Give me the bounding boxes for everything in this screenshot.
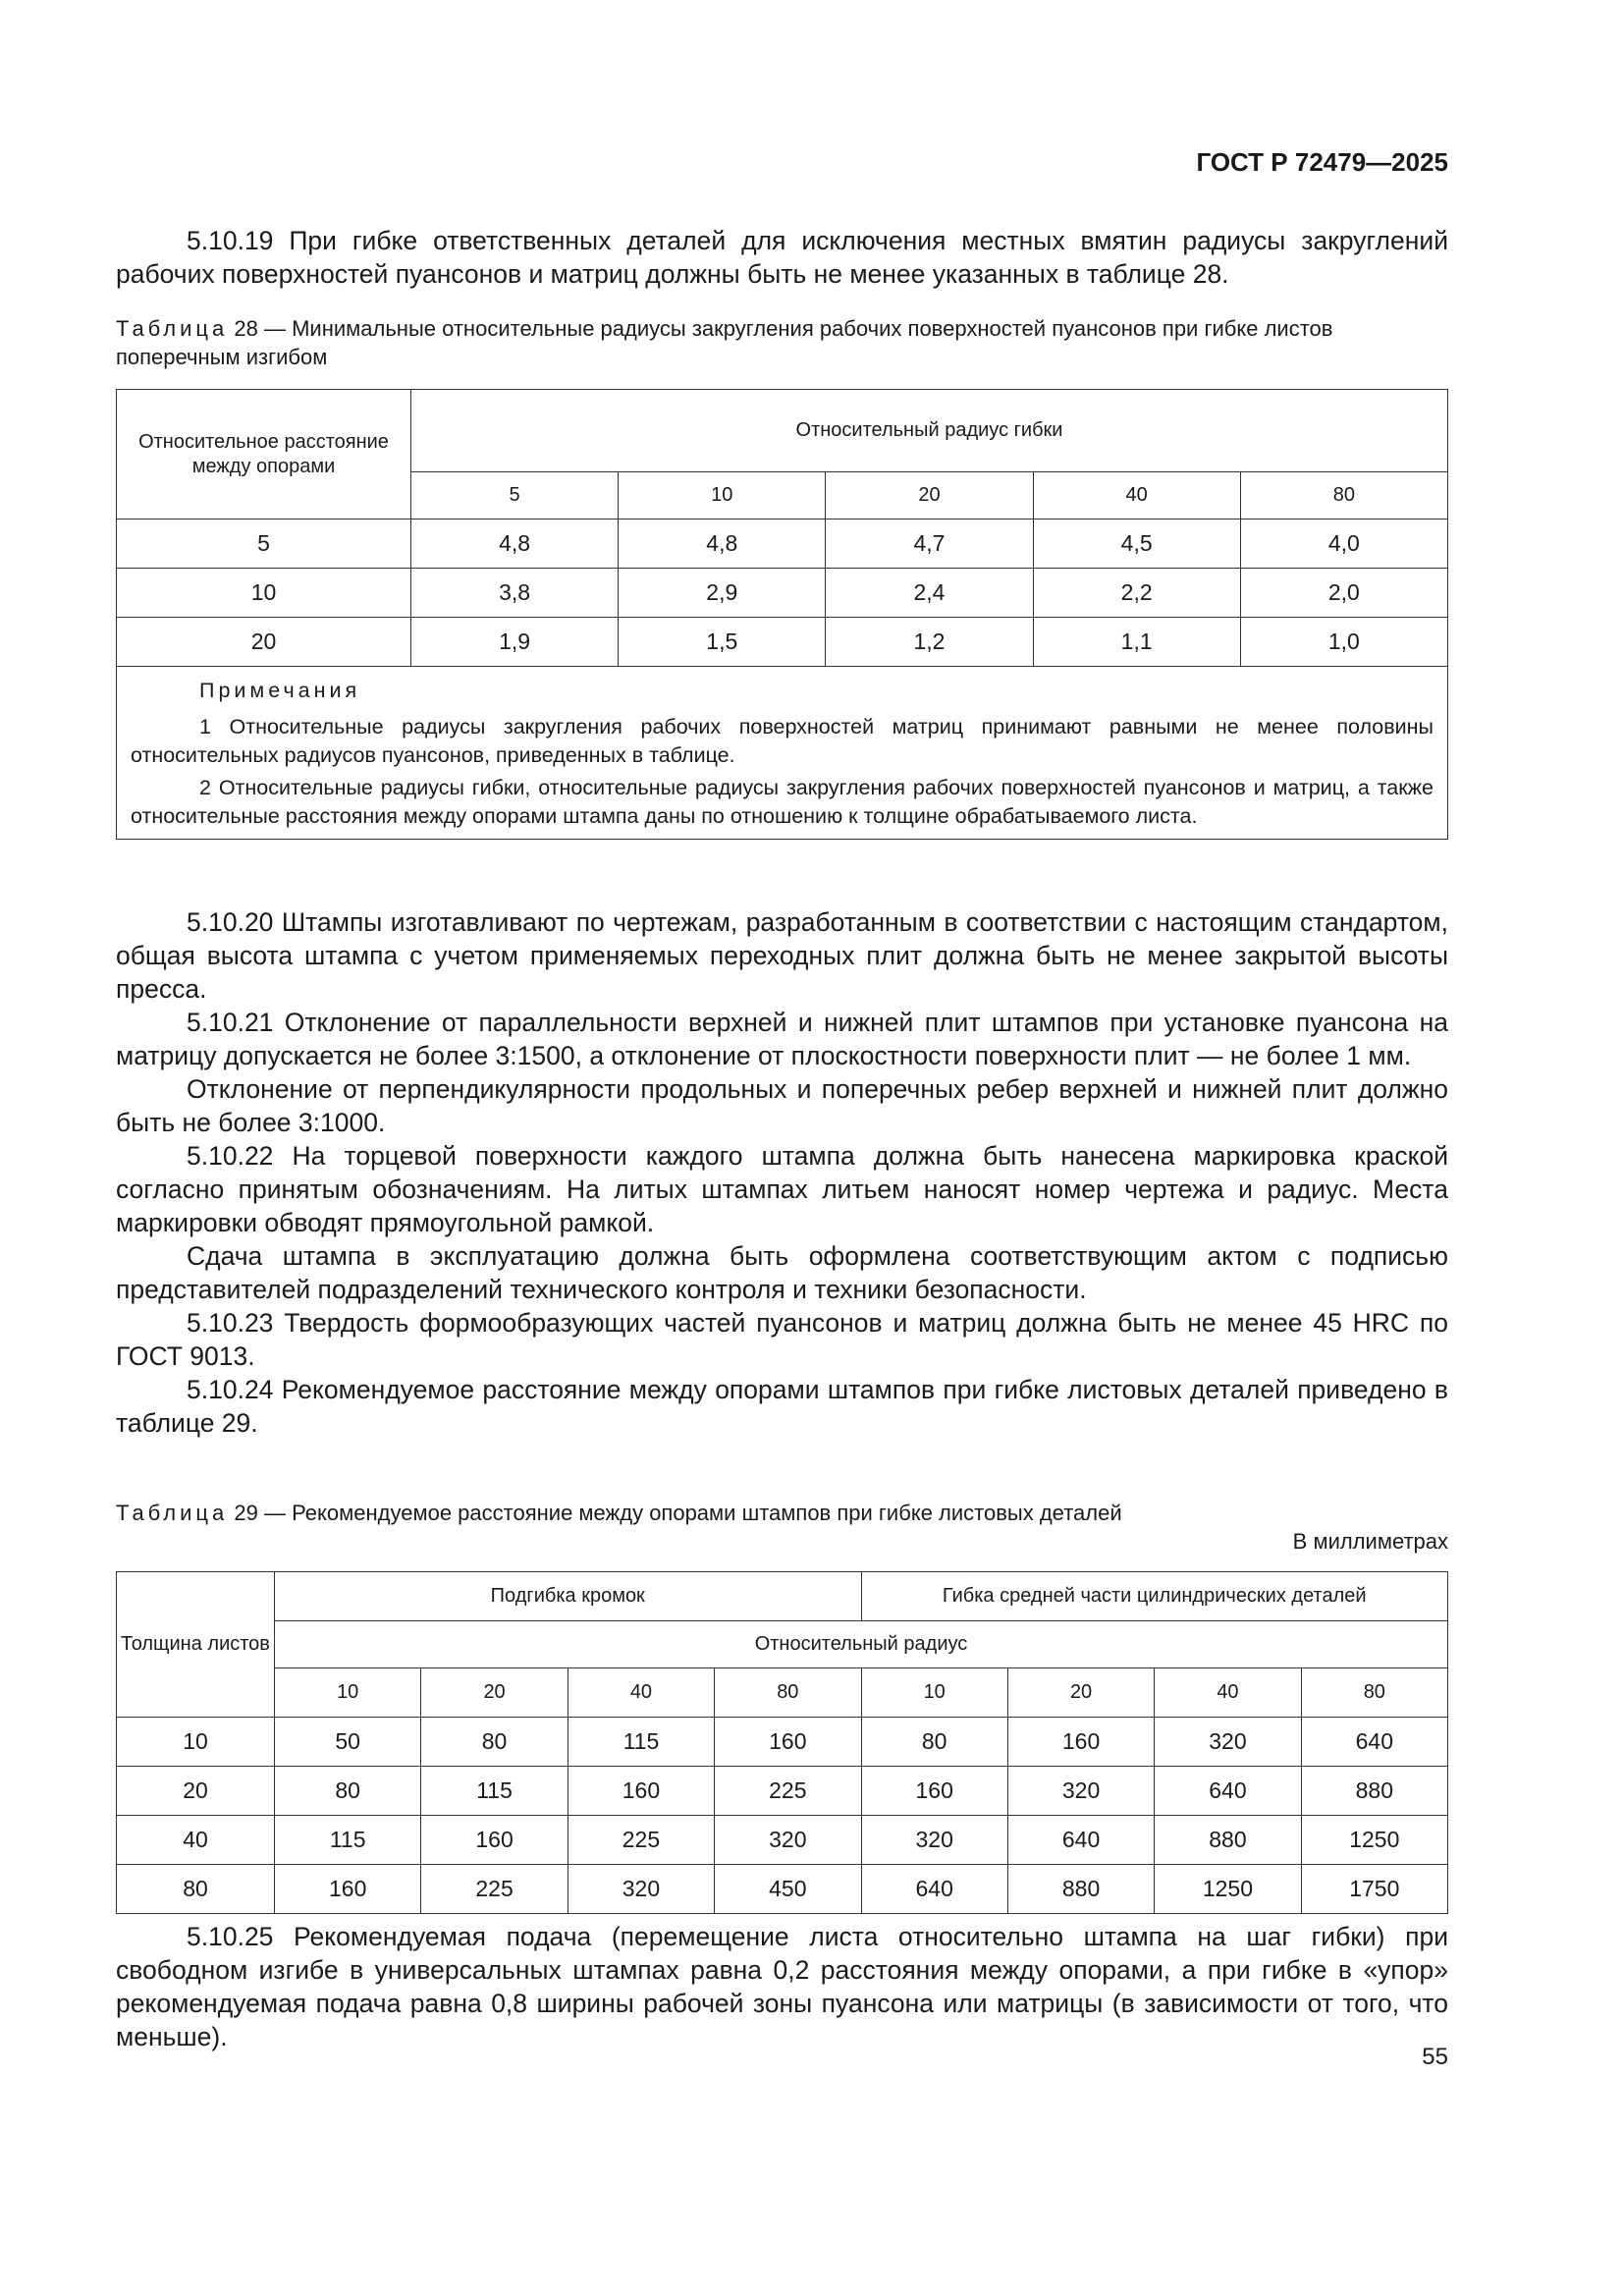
section-5-10-25 — [116, 1920, 1448, 2053]
table-29 — [116, 1571, 1448, 1914]
table-cell: 880 — [1155, 1816, 1301, 1865]
document-header: ГОСТ Р 72479—2025 — [1196, 147, 1448, 177]
table-28-title: 28 — Минимальные относительные радиусы закругления рабочих поверхностей пуансонов при гибке листов поперечным изгибом — [116, 316, 1333, 369]
table-cell: 640 — [861, 1865, 1007, 1914]
table-cell: 1,9 — [411, 618, 619, 667]
sections-5-10-20-to-24 — [116, 905, 1448, 1440]
table-row — [117, 569, 1448, 618]
table-28-row-header: Относительное расстояние между опорами — [117, 390, 411, 519]
notes-title: Примечания — [199, 679, 361, 702]
table-cell: 160 — [275, 1865, 421, 1914]
paragraph-5-10-23: 5.10.23 Твердость формообразующих частей пуансонов и матриц должна быть не менее 45 HRC по ГОСТ 9013. — [116, 1308, 1448, 1371]
table-cell: 2,2 — [1033, 569, 1240, 618]
table-29-group-2: Гибка средней части цилиндрических деталей — [861, 1572, 1448, 1621]
table-28-row-key: 5 — [117, 519, 411, 569]
table-cell: 880 — [1301, 1767, 1447, 1816]
table-cell: 80 — [861, 1718, 1007, 1767]
table-cell: 4,8 — [411, 519, 619, 569]
table-28-row-key: 10 — [117, 569, 411, 618]
table-cell: 4,8 — [619, 519, 826, 569]
table-cell: 1,0 — [1240, 618, 1447, 667]
table-29-col-header: 40 — [568, 1668, 714, 1718]
table-29-col-header: 20 — [421, 1668, 568, 1718]
table-cell: 320 — [715, 1816, 861, 1865]
table-29-col-header: 40 — [1155, 1668, 1301, 1718]
table-cell: 80 — [421, 1718, 568, 1767]
table-row — [117, 1767, 1448, 1816]
note-2: 2 Относительные радиусы гибки, относительные радиусы закругления рабочих поверхностей пуансонов и матриц, а также относительные расстояния между опорами штампа даны по отношению к толщине обрабатываемого листа. — [131, 776, 1434, 828]
table-cell: 115 — [568, 1718, 714, 1767]
paragraph-5-10-22-b: Сдача штампа в эксплуатацию должна быть оформлена соответствующим актом с подписью представителей подразделений технического контроля и техники безопасности. — [116, 1241, 1448, 1304]
table-cell: 50 — [275, 1718, 421, 1767]
section-5-10-19 — [116, 224, 1448, 291]
table-cell: 4,0 — [1240, 519, 1447, 569]
table-cell: 225 — [715, 1767, 861, 1816]
table-28-col-header: 40 — [1033, 472, 1240, 519]
table-cell: 225 — [568, 1816, 714, 1865]
table-row — [117, 1718, 1448, 1767]
table-28-label: Таблица — [116, 316, 229, 341]
table-29-row-key: 80 — [117, 1865, 275, 1914]
paragraph-5-10-24: 5.10.24 Рекомендуемое расстояние между опорами штампов при гибке листовых деталей приведено в таблице 29. — [116, 1375, 1448, 1438]
table-29-grid — [116, 1571, 1448, 1914]
table-cell: 640 — [1301, 1718, 1447, 1767]
table-29-row-key: 10 — [117, 1718, 275, 1767]
table-28-caption — [116, 314, 1448, 371]
table-28 — [116, 389, 1448, 840]
table-cell: 2,0 — [1240, 569, 1447, 618]
table-cell: 160 — [1007, 1718, 1154, 1767]
table-row — [117, 1816, 1448, 1865]
note-1: 1 Относительные радиусы закругления рабочих поверхностей матриц принимают равными не менее половины относительных радиусов пуансонов, приведенных в таблице. — [131, 715, 1434, 767]
paragraph-5-10-22: 5.10.22 На торцевой поверхности каждого штампа должна быть нанесена маркировка краской согласно принятым обозначениям. На литых штампах литьем наносят номер чертежа и радиус. Места маркировки обводят прямоугольной рамкой. — [116, 1141, 1448, 1237]
table-29-subgroup: Относительный радиус — [275, 1621, 1448, 1668]
table-cell: 4,7 — [826, 519, 1033, 569]
table-cell: 640 — [1155, 1767, 1301, 1816]
table-row — [117, 618, 1448, 667]
table-cell: 1750 — [1301, 1865, 1447, 1914]
table-cell: 2,4 — [826, 569, 1033, 618]
table-cell: 160 — [568, 1767, 714, 1816]
table-cell: 1,1 — [1033, 618, 1240, 667]
table-28-col-header: 5 — [411, 472, 619, 519]
table-cell: 2,9 — [619, 569, 826, 618]
paragraph-5-10-21: 5.10.21 Отклонение от параллельности верхней и нижней плит штампов при установке пуансона на матрицу допускается не более 3:1500, а отклонение от плоскостности поверхности плит — не более 1 мм. — [116, 1008, 1448, 1070]
table-cell: 115 — [421, 1767, 568, 1816]
table-28-grid — [116, 389, 1448, 840]
table-cell: 1,5 — [619, 618, 826, 667]
paragraph-5-10-19: 5.10.19 При гибке ответственных деталей для исключения местных вмятин радиусы закруглений рабочих поверхностей пуансонов и матриц должны быть не менее указанных в таблице 28. — [116, 226, 1448, 289]
table-cell: 320 — [568, 1865, 714, 1914]
table-29-row-key: 20 — [117, 1767, 275, 1816]
table-cell: 160 — [715, 1718, 861, 1767]
paragraph-5-10-20: 5.10.20 Штампы изготавливают по чертежам, разработанным в соответствии с настоящим стандартом, общая высота штампа с учетом применяемых переходных плит должна быть не менее закрытой высоты пресса. — [116, 907, 1448, 1004]
table-cell: 450 — [715, 1865, 861, 1914]
table-cell: 160 — [861, 1767, 1007, 1816]
table-cell: 115 — [275, 1816, 421, 1865]
table-29-label: Таблица — [116, 1501, 229, 1525]
table-29-row-key: 40 — [117, 1816, 275, 1865]
table-28-group-header: Относительный радиус гибки — [411, 390, 1448, 472]
table-cell: 225 — [421, 1865, 568, 1914]
table-cell: 160 — [421, 1816, 568, 1865]
table-cell: 320 — [1007, 1767, 1154, 1816]
table-29-col-header: 10 — [275, 1668, 421, 1718]
table-28-notes — [117, 667, 1448, 840]
table-29-units: В миллиметрах — [1292, 1529, 1448, 1554]
table-28-col-header: 10 — [619, 472, 826, 519]
table-cell: 80 — [275, 1767, 421, 1816]
table-row — [117, 519, 1448, 569]
table-cell: 3,8 — [411, 569, 619, 618]
table-29-row-header: Толщина листов — [117, 1572, 275, 1718]
table-29-caption — [116, 1499, 1448, 1556]
table-28-col-header: 80 — [1240, 472, 1447, 519]
paragraph-5-10-21-b: Отклонение от перпендикулярности продольных и поперечных ребер верхней и нижней плит должно быть не более 3:1000. — [116, 1074, 1448, 1137]
table-29-title: 29 — Рекомендуемое расстояние между опорами штампов при гибке листовых деталей — [234, 1501, 1122, 1525]
table-cell: 1250 — [1301, 1816, 1447, 1865]
page-number: 55 — [1422, 2044, 1448, 2070]
table-cell: 880 — [1007, 1865, 1154, 1914]
table-cell: 4,5 — [1033, 519, 1240, 569]
table-29-group-1: Подгибка кромок — [275, 1572, 862, 1621]
table-cell: 1250 — [1155, 1865, 1301, 1914]
table-29-col-header: 10 — [861, 1668, 1007, 1718]
table-29-col-header: 80 — [715, 1668, 861, 1718]
table-29-col-header: 80 — [1301, 1668, 1447, 1718]
table-cell: 320 — [861, 1816, 1007, 1865]
table-row — [117, 1865, 1448, 1914]
table-29-col-header: 20 — [1007, 1668, 1154, 1718]
table-28-row-key: 20 — [117, 618, 411, 667]
table-cell: 1,2 — [826, 618, 1033, 667]
table-28-col-header: 20 — [826, 472, 1033, 519]
table-cell: 320 — [1155, 1718, 1301, 1767]
table-cell: 640 — [1007, 1816, 1154, 1865]
paragraph-5-10-25: 5.10.25 Рекомендуемая подача (перемещение листа относительно штампа на шаг гибки) при свободном изгибе в универсальных штампах равна 0,2 расстояния между опорами, а при гибке в «упор» рекомендуемая подача равна 0,8 ширины рабочей зоны пуансона или матрицы (в зависимости от того, что меньше). — [116, 1922, 1448, 2051]
